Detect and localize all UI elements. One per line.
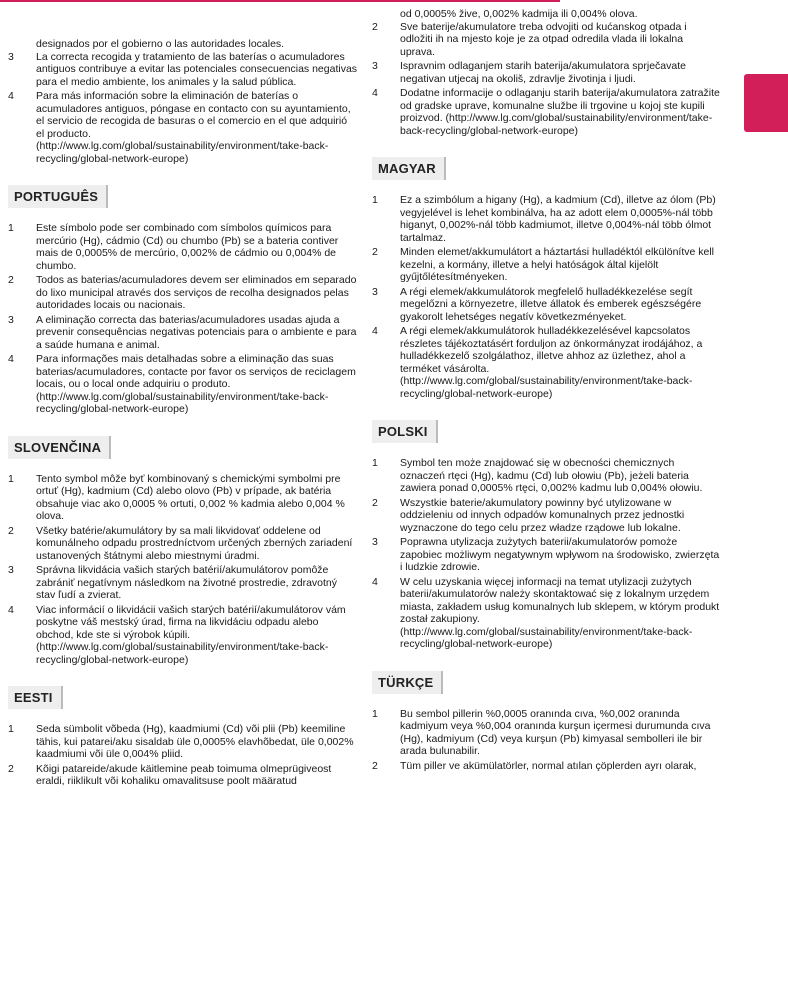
language-section [372,157,720,400]
list-item [8,525,358,563]
item-text: Tüm piller ve akümülatörler, normal atılan çöplerden ayrı olarak, [400,759,697,772]
item-number: 3 [8,564,14,576]
item-text: Ez a szimbólum a higany (Hg), a kadmium (Cd), illetve az ólom (Pb) vegyjelével is lehet kombinálva, ha az adott elem 0,0005%-nál több higanyt, 0,002%-nál több kadmiumot, illetve 0,004%-nál több ólmot tartalmaz. [400,194,716,244]
list-item [8,763,358,788]
item-text: Symbol ten może znajdować się w obecności chemicznych oznaczeń rtęci (Hg), kadmu (Cd) lub ołowiu (Pb), jeżeli bateria zawiera ponad 0,0005% rtęci, 0,002% kadmu lub 0,004% ołowiu. [400,457,703,494]
top-accent-line [0,0,560,2]
language-section [8,686,358,788]
item-number: 3 [372,285,378,298]
item-text: Správna likvidácia vašich starých batérií/akumulátorov pomôže zabrániť negatívnym následkom na životné prostredie, zdravotný stav ľudí a zvierat. [36,564,338,601]
list-item [372,21,720,59]
item-number: 4 [8,90,14,102]
section-list [8,473,358,667]
language-section [8,436,358,667]
item-text: Todos as baterias/acumuladores devem ser eliminados em separado do lixo municipal através dos serviços de recolha designados pelas autoridades locais ou nacionais. [36,274,357,311]
section-heading: SLOVENČINA [8,436,111,459]
item-number: 4 [8,353,14,365]
list-item [8,564,358,602]
list-item [372,457,720,495]
sections [372,157,720,772]
list-item [8,222,358,272]
list-item [8,353,358,416]
item-text: W celu uzyskania więcej informacji na temat utylizacji zużytych baterii/akumulatorów należy skontaktować się z lokalnym urzędem miasta, zakładem usług komunalnych lub sklepem, w którym produkt został zakupiony. (http://www.lg.com/global/sustainability/environment/take-back-recycling/global-network-europe) [400,575,720,650]
item-number: 2 [8,762,14,775]
intro-list [8,51,358,166]
item-text: A régi elemek/akkumulátorok hulladékkezelésével kapcsolatos részletes tájékoztatásért forduljon az önkormányzat irodájához, a hulladékkezelő szolgálathoz, illetve ahhoz az üzlethez, ahol a terméket vásárolta. (http://www.lg.com/global/sustainability/environment/take-back-recycling/global-network-europe) [400,325,703,400]
item-number: 4 [8,603,14,616]
item-number: 2 [8,274,14,286]
item-number: 3 [372,536,378,548]
item-number: 1 [372,457,378,469]
section-list [372,708,720,773]
list-item [8,604,358,667]
list-item [372,325,720,400]
item-number: 1 [8,472,14,485]
item-text: Dodatne informacije o odlaganju starih baterija/akumulatora zatražite od gradske uprave, komunalne službe ili trgovine u kojoj ste kupili proizvod. (http://www.lg.com/global/sustainability/environment/take-back-recycling/global-network-europe) [400,87,720,137]
list-item [372,760,720,773]
item-text: Bu sembol pillerin %0,0005 oranında cıva, %0,002 oranında kadmiyum veya %0,004 oranında kurşun içermesi durumunda cıva (Hg), kadmiyum (Cd) veya kurşun (Pb) kimyasal sembolleri ile bir arada bulunabilir. [400,707,711,757]
list-item [372,708,720,758]
item-number: 3 [8,50,14,63]
item-number: 2 [372,759,378,772]
right-column [372,8,720,774]
intro-continuation: designados por el gobierno o las autoridades locales. [36,38,285,50]
section-list [372,457,720,651]
language-section [8,185,358,416]
section-list [372,194,720,400]
intro-list [372,21,720,138]
item-text: Tento symbol môže byť kombinovaný s chemickými symbolmi pre ortuť (Hg), kadmium (Cd) alebo olovo (Pb) v prípade, ak batéria obsahuje viac ako 0,0005 % ortuti, 0,002 % kadmia alebo 0,004 % olova. [36,472,345,522]
list-item [8,90,358,165]
item-number: 3 [8,313,14,326]
item-text: Sve baterije/akumulatore treba odvojiti od kućanskog otpada i odložiti ih na mjesto koje je za otpad odredila vlada ili lokalna uprava. [400,20,687,58]
section-heading: EESTI [8,686,63,709]
item-text: Poprawna utylizacja zużytych baterii/akumulatorów pomoże zapobiec możliwym negatywnym wpływom na środowisko, zwierzęta i ludzkie zdrowie. [400,536,720,573]
list-item [372,286,720,324]
section-heading: MAGYAR [372,157,446,180]
left-column [8,8,358,790]
language-section [372,420,720,651]
item-text: Para más información sobre la eliminación de baterías o acumuladores antiguos, póngase en contacto con su ayuntamiento, el servicio de recogida de basuras o el comercio en el que adquirió el producto. (http://www.lg.com/global/sustainability/environment/take-back-recycling/global-network-europe) [36,90,351,165]
item-number: 1 [8,723,14,735]
section-list [8,222,358,416]
item-number: 2 [8,524,14,537]
section-heading: PORTUGUÊS [8,185,108,208]
item-text: Este símbolo pode ser combinado com símbolos químicos para mercúrio (Hg), cádmio (Cd) ou chumbo (Pb) se a bateria contiver mais de 0,0005% de mercúrio, 0,002% de cádmio ou 0,004% de chumbo. [36,222,339,272]
sections [8,185,358,788]
item-number: 2 [372,20,378,33]
section-list [8,723,358,788]
item-number: 2 [372,246,378,258]
language-section [372,671,720,773]
item-text: A eliminação correcta das baterias/acumuladores usadas ajuda a prevenir consequências negativas potenciais para o ambiente e para a saúde humana e animal. [36,313,357,351]
item-text: Kõigi patareide/akude käitlemine peab toimuma olmeprügiveost eraldi, riiklikult või kohaliku omavalitsuse poolt määratud [36,762,332,787]
list-item [372,194,720,244]
item-text: Všetky batérie/akumulátory by sa mali likvidovať oddelene od komunálneho odpadu prostredníctvom určených zberných zariadení ustanovených štátnymi alebo miestnymi úradmi. [36,524,353,562]
item-number: 1 [372,707,378,720]
list-item [8,314,358,352]
section-heading: TÜRKÇE [372,671,443,694]
list-item [372,60,720,85]
item-number: 1 [372,194,378,206]
section-heading: POLSKI [372,420,438,443]
item-number: 3 [372,60,378,72]
item-text: Wszystkie baterie/akumulatory powinny być utylizowane w oddzieleniu od innych odpadów komunalnych przez jednostki wyznaczone do tego celu przez władze rządowe lub lokalne. [400,496,685,534]
list-item [372,246,720,284]
list-item [8,723,358,761]
list-item [8,473,358,523]
item-number: 4 [372,87,378,99]
intro-continuation: od 0,0005% žive, 0,002% kadmija ili 0,004% olova. [400,8,638,20]
item-number: 1 [8,222,14,234]
section-side-tab[interactable] [744,74,788,132]
item-text: Para informações mais detalhadas sobre a eliminação das suas baterias/acumuladores, contacte por favor os serviços de reciclagem locais, ou o local onde adquiriu o produto. (http://www.lg.com/global/sustainability/environment/take-back-recycling/global-network-europe) [36,353,356,415]
list-item [372,536,720,574]
item-text: Minden elemet/akkumulátort a háztartási hulladéktól elkülönítve kell kezelni, a kormány, illetve a helyi hatóságok által kijelölt gyűjtőlétesítményeken. [400,246,715,283]
list-item [8,51,358,89]
item-text: Seda sümbolit võbeda (Hg), kaadmiumi (Cd) või plii (Pb) keemiline tähis, kui patarei/aku sisaldab üle 0,0005% elavhõbedat, üle 0,002% kaadmiumi või üle 0,004% pliid. [36,723,354,760]
item-text: La correcta recogida y tratamiento de las baterías o acumuladores antiguos contribuye a evitar las potenciales consecuencias negativas para el medio ambiente, los animales y la salud pública. [36,50,358,88]
list-item [372,87,720,137]
item-text: Ispravnim odlaganjem starih baterija/akumulatora sprječavate negativan utjecaj na okoliš, zdravlje životinja i ljudi. [400,60,686,85]
item-text: A régi elemek/akkumulátorok megfelelő hulladékkezelése segít megelőzni a környezetre, illetve állatok és emberek egészségére gyakorolt lehetséges negatív következményeket. [400,285,702,323]
item-number: 2 [372,496,378,509]
item-text: Viac informácií o likvidácii vašich starých batérií/akumulátorov vám poskytne váš mestský úrad, firma na likvidáciu odpadu alebo obchod, kde ste si výrobok kúpili. (http://www.lg.com/global/sustainability/environment/take-back-recycling/global-network-europe) [36,603,346,666]
list-item [372,576,720,651]
item-number: 4 [372,575,378,588]
item-number: 4 [372,325,378,337]
list-item [8,274,358,312]
list-item [372,497,720,535]
